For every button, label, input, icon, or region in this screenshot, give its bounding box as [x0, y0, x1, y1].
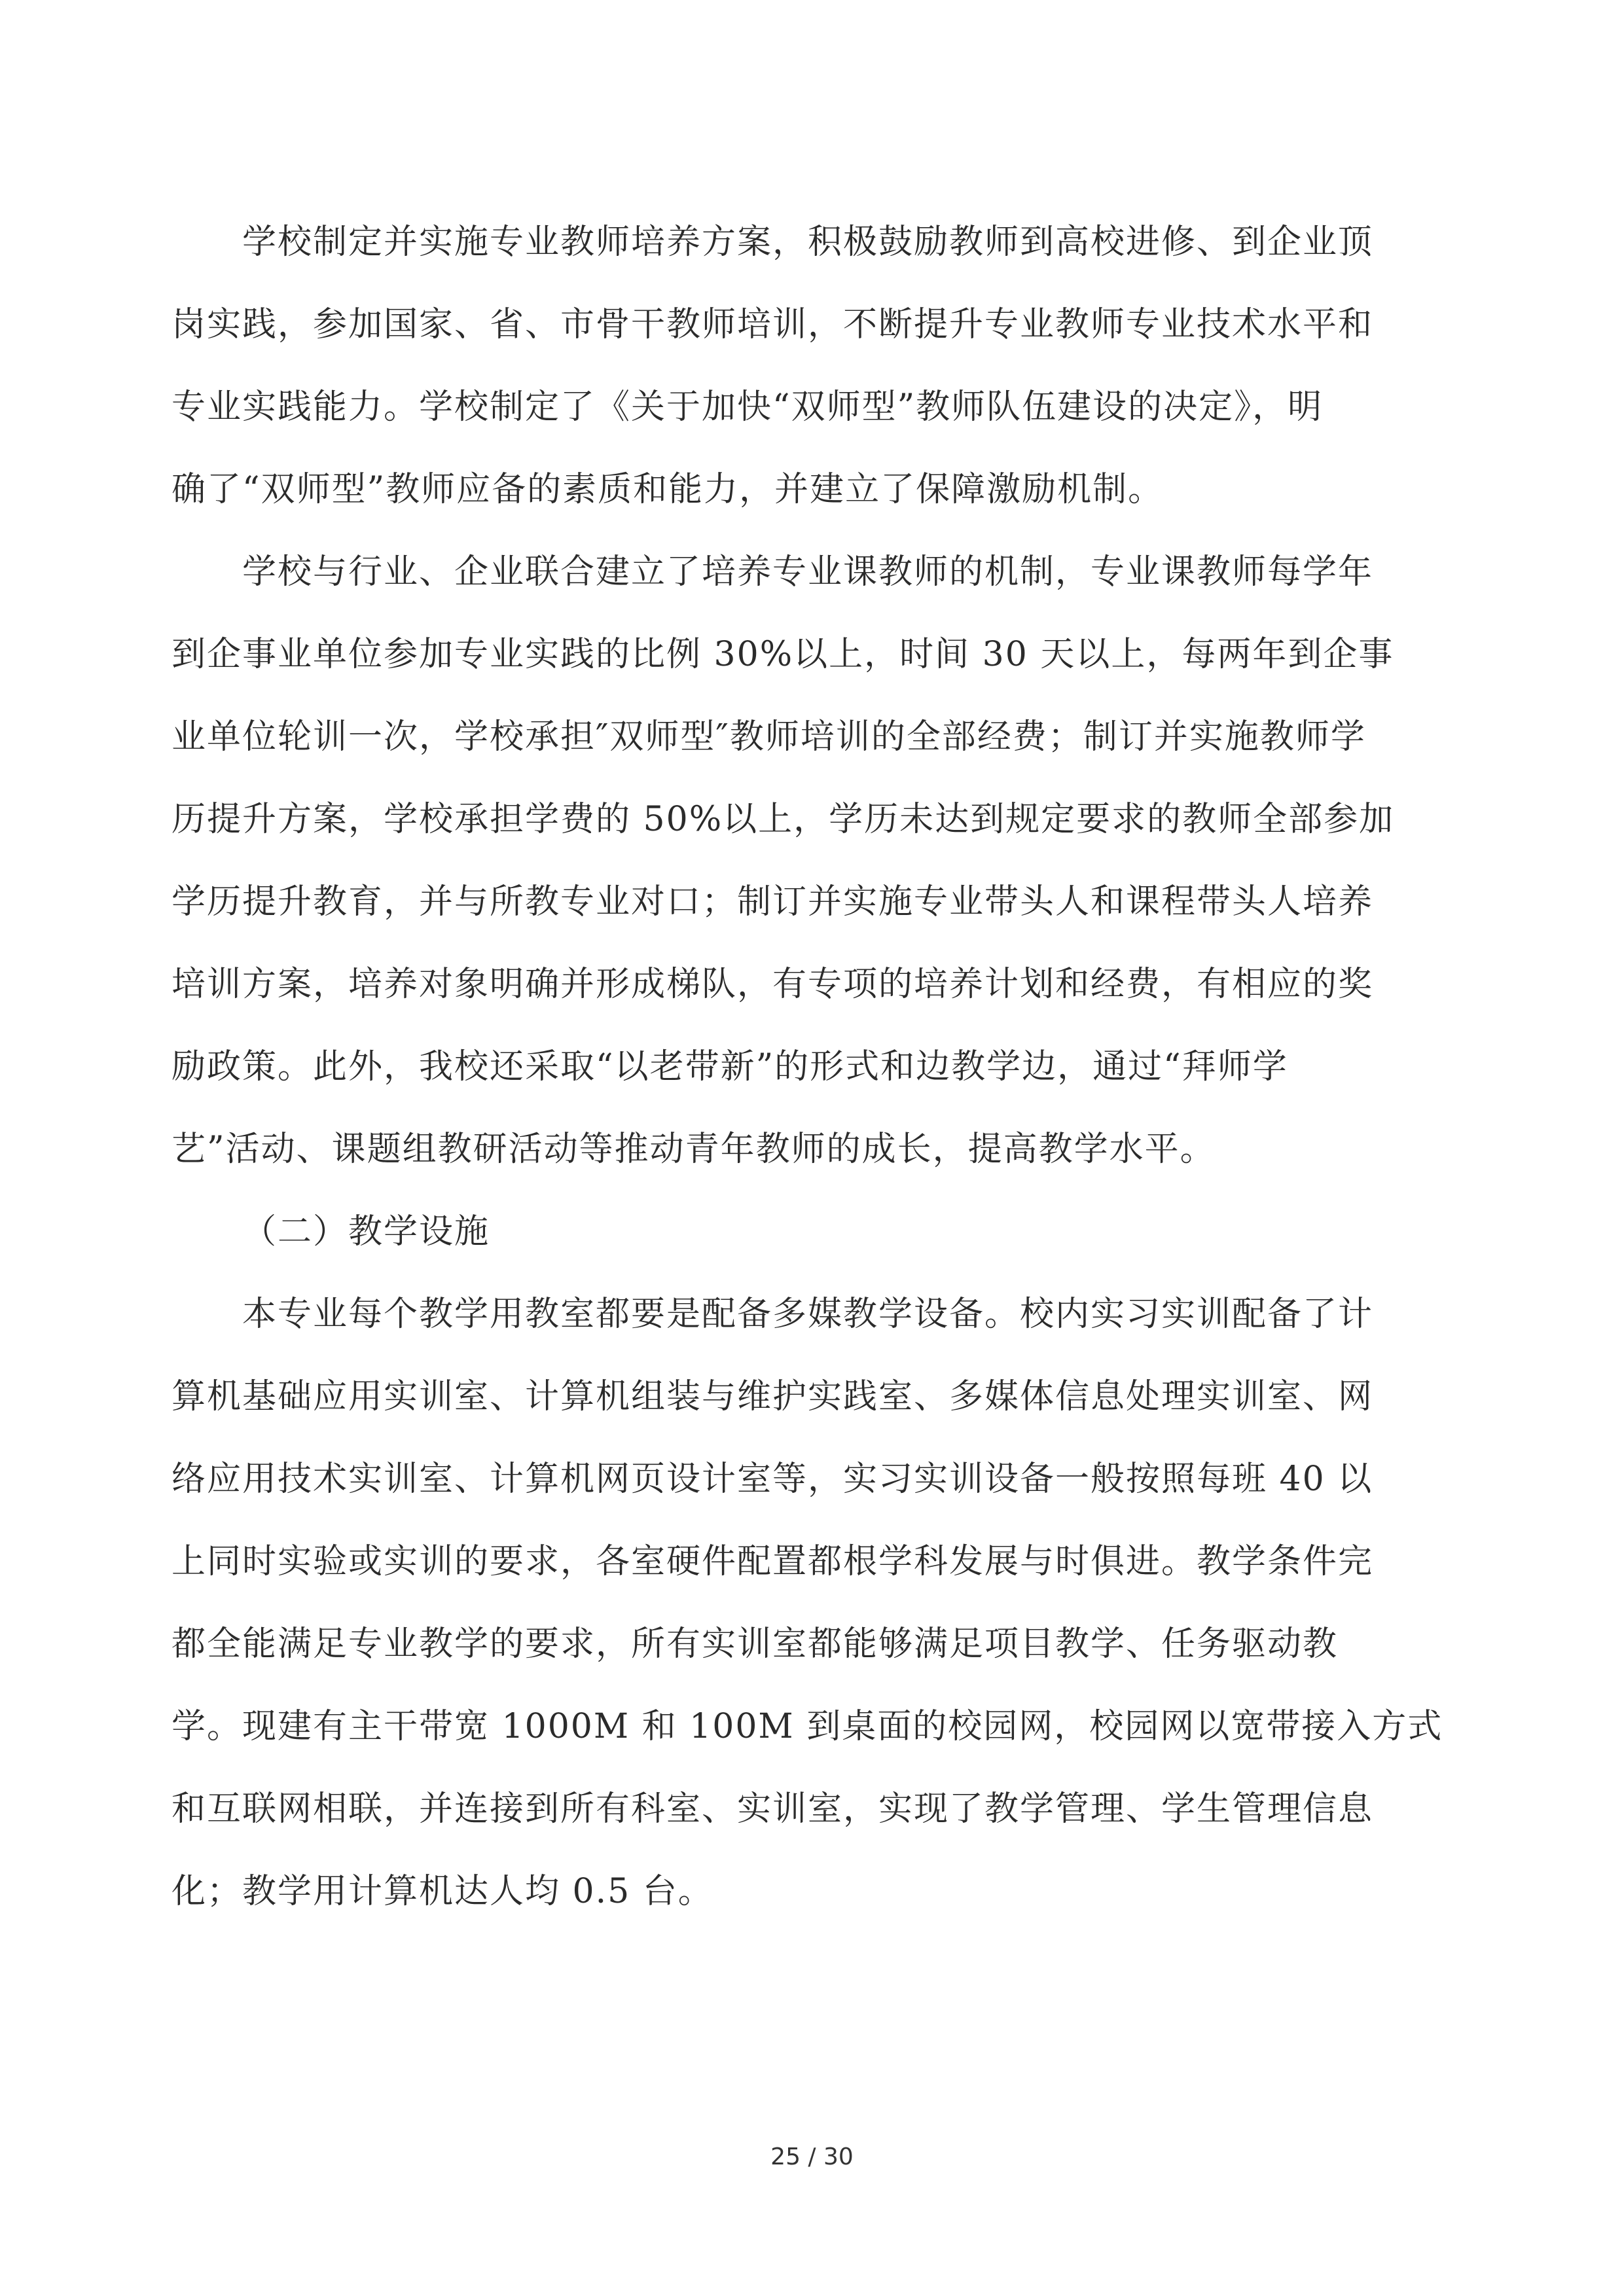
section-heading: （二）教学设施 — [242, 1212, 490, 1251]
paragraph-3-line-8: 化；教学用计算机达人均 0.5 台。 — [171, 1872, 713, 1911]
paragraph-3-line-4: 上同时实验或实训的要求，各室硬件配置都根学科发展与时俱进。教学条件完 — [171, 1542, 1374, 1581]
paragraph-2-line-1: 学校与行业、企业联合建立了培养专业课教师的机制，专业课教师每学年 — [242, 552, 1374, 592]
paragraph-3-line-2: 算机基础应用实训室、计算机组装与维护实践室、多媒体信息处理实训室、网 — [171, 1377, 1374, 1416]
paragraph-2-line-4: 历提升方案，学校承担学费的 50%以上，学历未达到规定要求的教师全部参加 — [171, 800, 1395, 839]
paragraph-3-line-7: 和互联网相联，并连接到所有科室、实训室，实现了教学管理、学生管理信息 — [171, 1789, 1374, 1829]
paragraph-3-line-3: 络应用技术实训室、计算机网页设计室等，实习实训设备一般按照每班 40 以 — [171, 1460, 1373, 1499]
paragraph-2-line-2: 到企事业单位参加专业实践的比例 30%以上，时间 30 天以上，每两年到企事 — [171, 635, 1394, 674]
paragraph-2-line-6: 培训方案，培养对象明确并形成梯队，有专项的培养计划和经费，有相应的奖 — [171, 965, 1374, 1004]
paragraph-3-line-6: 学。现建有主干带宽 1000M 和 100M 到桌面的校园网，校园网以宽带接入方式 — [171, 1707, 1443, 1746]
paragraph-3-line-5: 都全能满足专业教学的要求，所有实训室都能够满足项目教学、任务驱动教 — [171, 1624, 1339, 1664]
paragraph-1-line-3: 专业实践能力。学校制定了《关于加快“双师型”教师队伍建设的决定》，明 — [171, 387, 1324, 427]
paragraph-2-line-3: 业单位轮训一次，学校承担″双师型″教师培训的全部经费；制订并实施教师学 — [171, 717, 1366, 757]
paragraph-2-line-8: 艺”活动、课题组教研活动等推动青年教师的成长，提高教学水平。 — [171, 1130, 1216, 1169]
paragraph-1-line-4: 确了“双师型”教师应备的素质和能力，并建立了保障激励机制。 — [171, 470, 1164, 509]
page-number: 25 / 30 — [770, 2144, 854, 2170]
paragraph-1-line-1: 学校制定并实施专业教师培养方案，积极鼓励教师到高校进修、到企业顶 — [242, 223, 1374, 262]
paragraph-2-line-5: 学历提升教育，并与所教专业对口；制订并实施专业带头人和课程带头人培养 — [171, 882, 1374, 922]
paragraph-3-line-1: 本专业每个教学用教室都要是配备多媒教学设备。校内实习实训配备了计 — [242, 1295, 1374, 1334]
paragraph-1-line-2: 岗实践，参加国家、省、市骨干教师培训，不断提升专业教师专业技术水平和 — [171, 305, 1374, 344]
paragraph-2-line-7: 励政策。此外，我校还采取“以老带新”的形式和边教学边，通过“拜师学 — [171, 1047, 1288, 1086]
